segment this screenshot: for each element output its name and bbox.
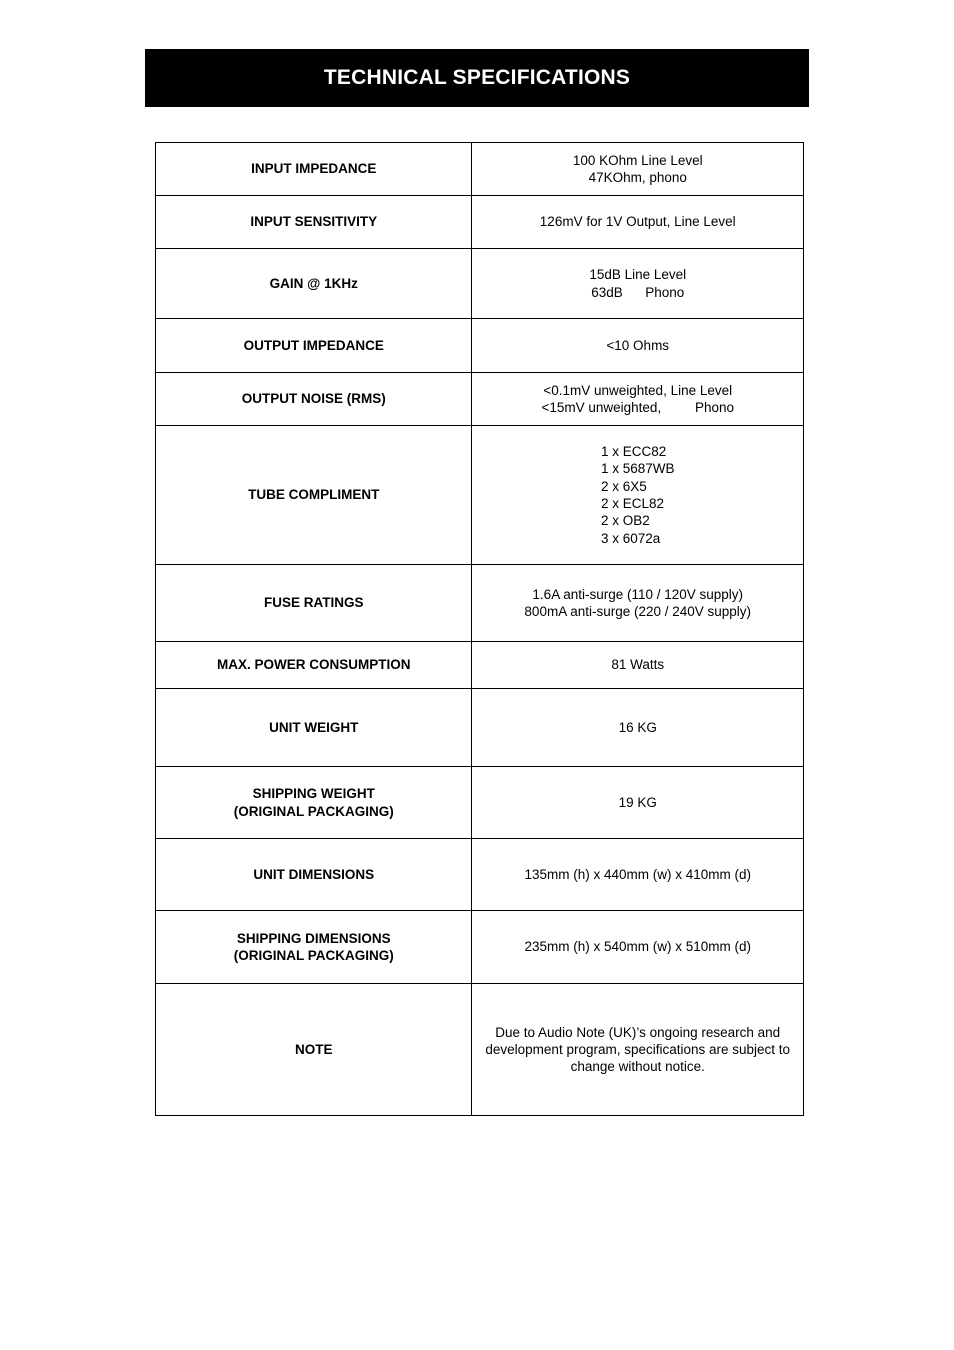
spec-label: NOTE [156,984,472,1116]
spec-label-line: SHIPPING DIMENSIONS [236,930,391,946]
spec-value: 135mm (h) x 440mm (w) x 410mm (d) [472,839,804,911]
page-title: TECHNICAL SPECIFICATIONS [323,66,631,89]
spec-row-gain [156,249,804,319]
spec-value [472,565,804,642]
spec-label: MAX. POWER CONSUMPTION [156,642,472,689]
spec-value: 126mV for 1V Output, Line Level [472,196,804,249]
spec-row-output-noise [156,373,804,426]
spec-label: FUSE RATINGS [156,565,472,642]
spec-value-line: 100 KOhm Line Level [572,152,703,168]
spec-value-line: 47KOhm, phono [588,170,687,185]
spec-value [472,143,804,196]
spec-label-line: SHIPPING WEIGHT [252,786,375,802]
specifications-table [155,142,804,1116]
spec-label: INPUT IMPEDANCE [156,143,472,196]
spec-label: INPUT SENSITIVITY [156,196,472,249]
spec-row-input-sensitivity [156,196,804,249]
title-banner [145,49,809,107]
spec-value: 19 KG [472,767,804,839]
spec-row-shipping-dimensions [156,911,804,984]
spec-row-unit-dimensions [156,839,804,911]
spec-label-line: (ORIGINAL PACKAGING) [233,948,394,963]
spec-label [156,767,472,839]
spec-row-shipping-weight [156,767,804,839]
spec-row-note [156,984,804,1116]
tube-item: 3 x 6072a [600,530,661,546]
spec-value [472,984,804,1116]
spec-label: UNIT DIMENSIONS [156,839,472,911]
spec-row-input-impedance [156,143,804,196]
spec-row-fuse-ratings [156,565,804,642]
spec-value-line: 800mA anti-surge (220 / 240V supply) [524,604,752,619]
tube-item: 2 x ECL82 [600,496,665,511]
spec-value: <10 Ohms [472,319,804,373]
spec-value-line: 1.6A anti-surge (110 / 120V supply) [532,586,744,602]
spec-label: TUBE COMPLIMENT [156,426,472,565]
spec-value [472,249,804,319]
spec-label: OUTPUT NOISE (RMS) [156,373,472,426]
spec-row-unit-weight [156,689,804,767]
spec-label: GAIN @ 1KHz [156,249,472,319]
spec-value: 16 KG [472,689,804,767]
tube-list [601,443,675,547]
spec-row-max-power [156,642,804,689]
spec-value-line: <15mV unweighted, Phono [541,400,734,415]
spec-label: UNIT WEIGHT [156,689,472,767]
spec-row-output-impedance [156,319,804,373]
spec-value: 81 Watts [472,642,804,689]
tube-item: 1 x 5687WB [600,461,675,477]
tube-item: 1 x ECC82 [600,444,667,460]
spec-label: OUTPUT IMPEDANCE [156,319,472,373]
spec-value-line: 15dB Line Level [589,267,687,283]
spec-value-line: 63dB Phono [591,284,685,300]
spec-label [156,911,472,984]
spec-value: 235mm (h) x 540mm (w) x 510mm (d) [472,911,804,984]
spec-value [472,373,804,426]
note-text: Due to Audio Note (UK)’s ongoing research and development program, specifications are subject to change without notice. [485,1024,791,1075]
spec-row-tube-compliment [156,426,804,565]
tube-item: 2 x OB2 [600,513,650,529]
spec-value-line: <0.1mV unweighted, Line Level [543,382,733,398]
spec-label-line: (ORIGINAL PACKAGING) [233,803,394,819]
spec-value [472,426,804,565]
tube-item: 2 x 6X5 [600,478,647,494]
